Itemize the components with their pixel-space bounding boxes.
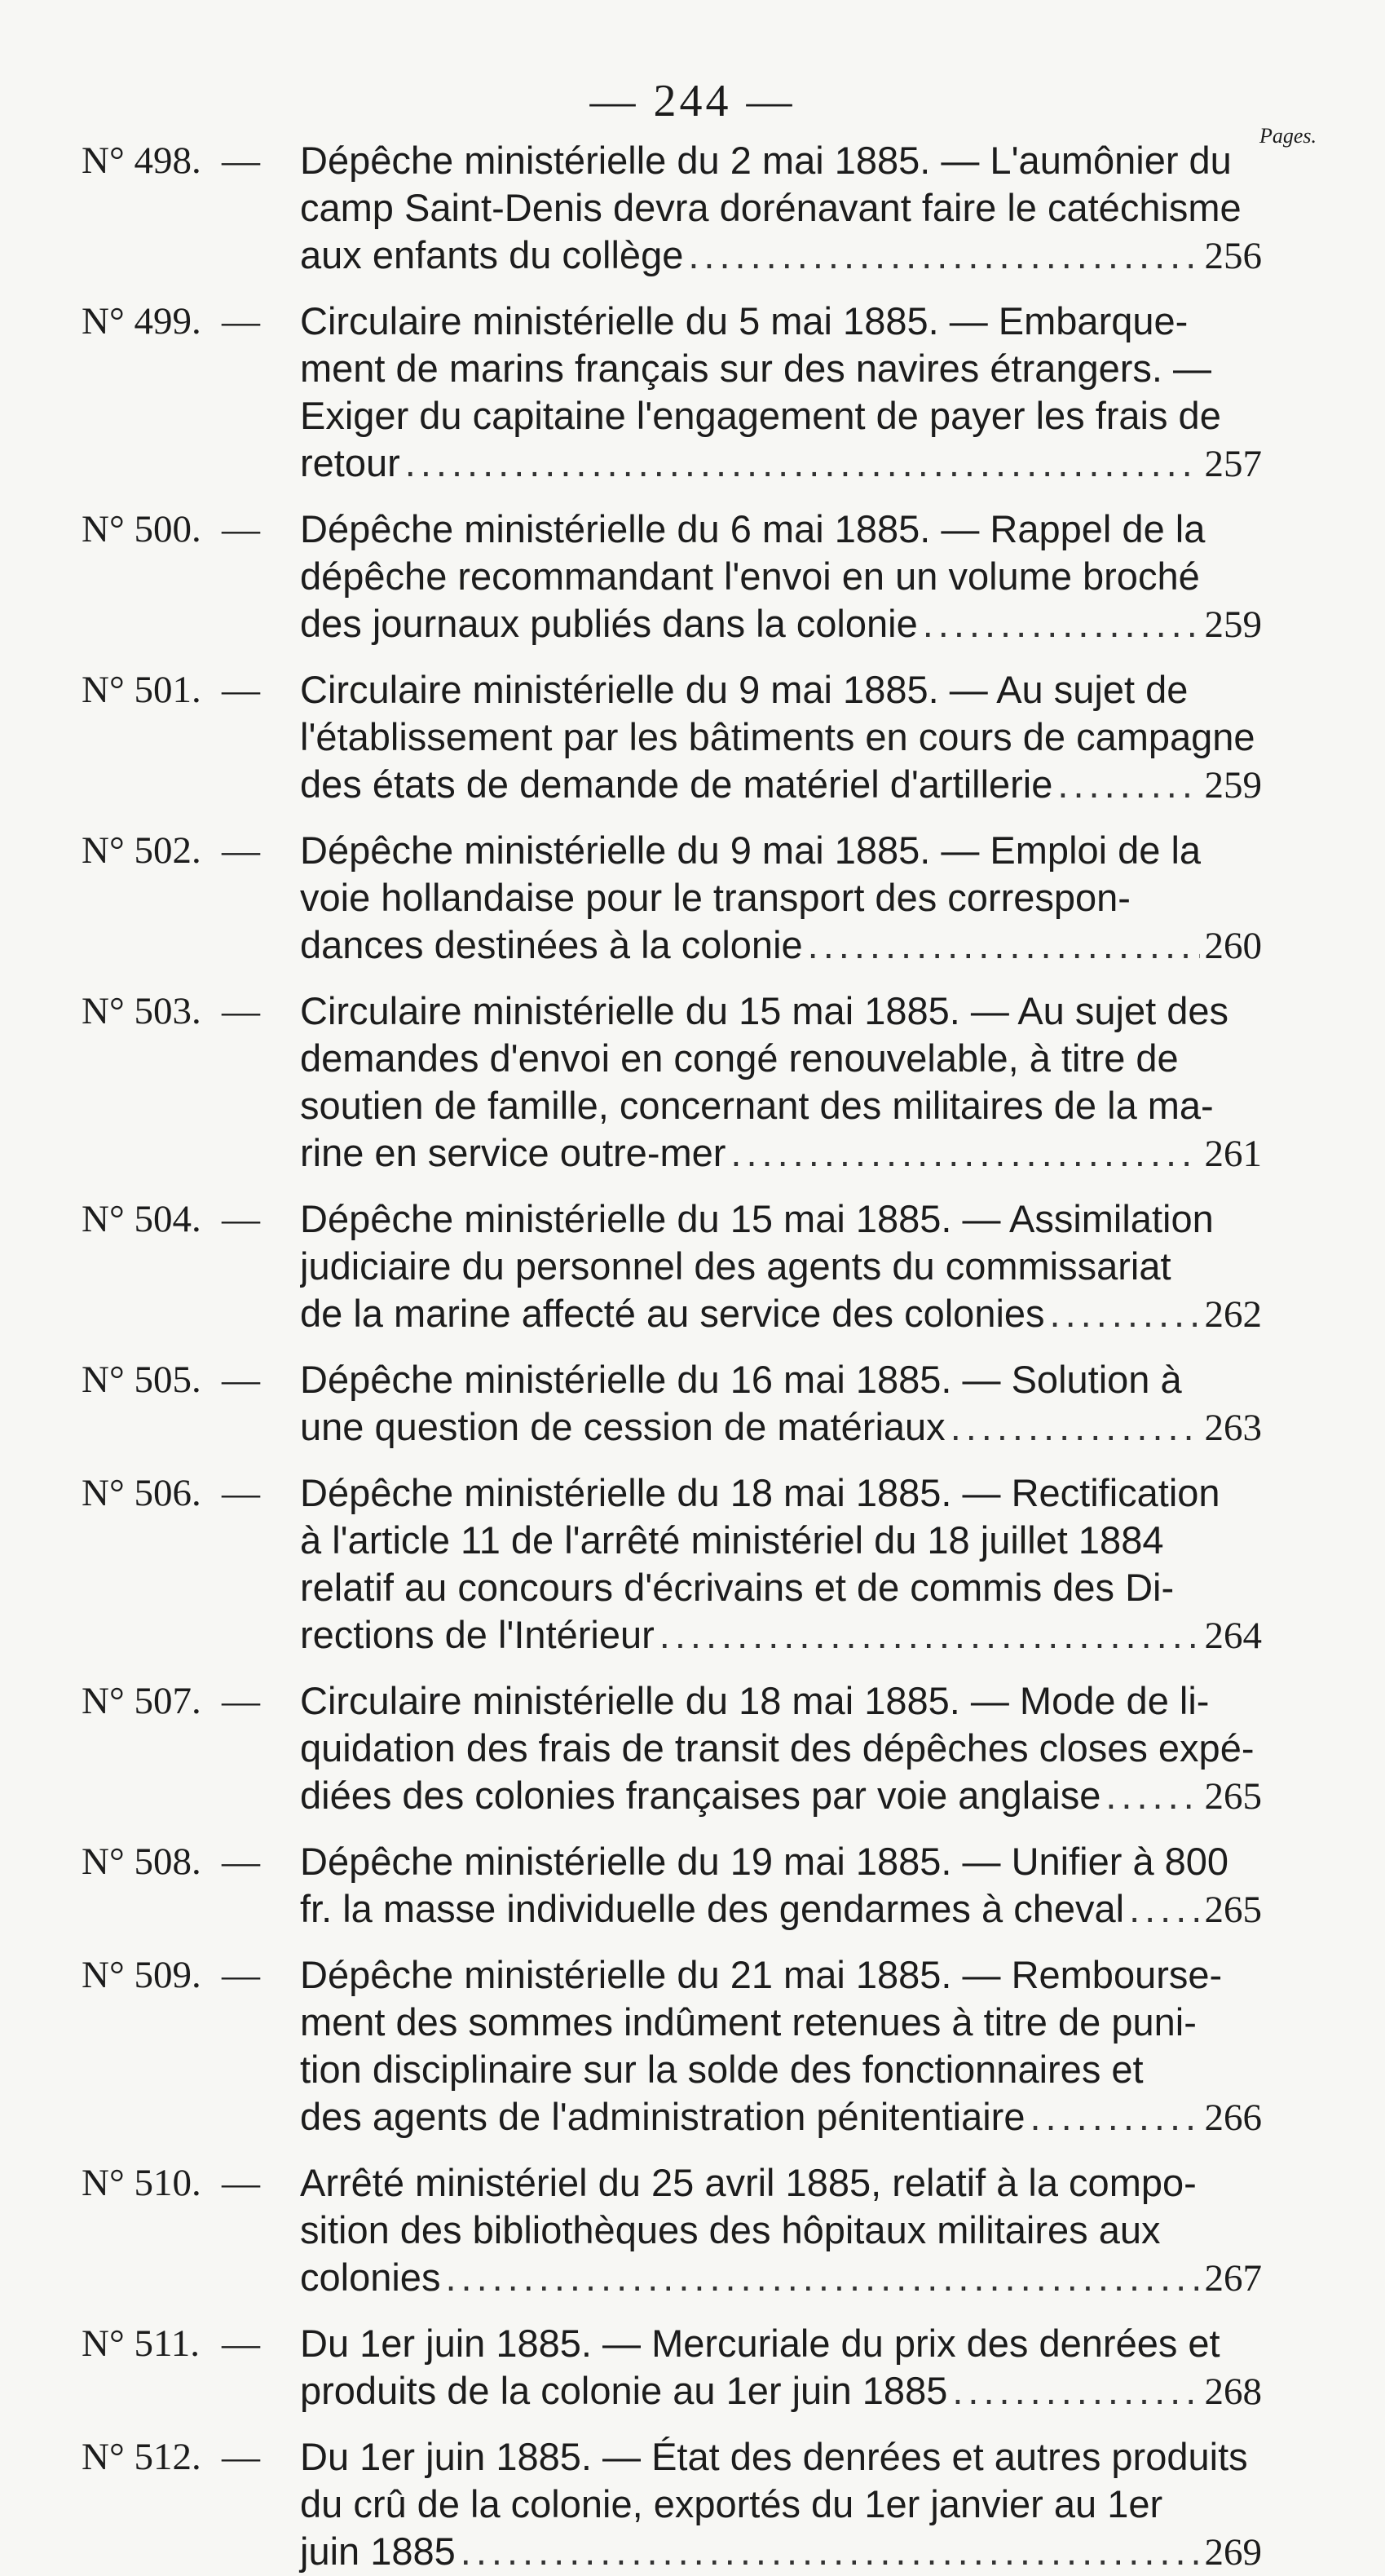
entry-dash: — (222, 2162, 260, 2204)
toc-entry (0, 1356, 1385, 1451)
entry-line: judiciaire du personnel des agents du commissariat (300, 1244, 1171, 1288)
entry-line: diées des colonies françaises par voie anglaise (300, 1774, 1101, 1817)
pages-column-label: Pages. (1259, 124, 1317, 148)
entry-spacer (0, 1451, 1385, 1469)
entry-spacer (0, 809, 1385, 827)
page-number: — 244 — (589, 76, 796, 126)
entry-last-line (300, 2093, 1262, 2141)
entry-last-line (300, 1129, 1262, 1178)
dot-leader (1030, 2093, 1199, 2141)
entry-dash: — (222, 1840, 260, 1883)
entry-number: N° 500. (82, 508, 201, 550)
entry-last-line (300, 1885, 1262, 1933)
entry-line: dances destinées à la colonie (300, 923, 803, 966)
entry-line: de la marine affecté au service des colonies (300, 1292, 1045, 1335)
dot-leader (730, 1129, 1199, 1177)
entry-line: Circulaire ministérielle du 15 mai 1885. — Au sujet des (300, 989, 1228, 1032)
entry-last-line (300, 2528, 1262, 2576)
entry-page-number: 264 (1204, 1615, 1262, 1657)
entry-description (300, 2433, 1262, 2576)
entry-description (300, 2159, 1262, 2302)
entry-description (300, 506, 1262, 648)
entry-dash: — (222, 139, 260, 182)
entry-dash: — (222, 990, 260, 1032)
entry-line: Circulaire ministérielle du 5 mai 1885. — Embarque- (300, 299, 1189, 342)
entry-spacer (0, 1820, 1385, 1838)
entry-spacer (0, 2141, 1385, 2159)
entry-page-number: 265 (1204, 1889, 1262, 1931)
toc-entry (0, 298, 1385, 488)
entry-line: Arrêté ministériel du 25 avril 1885, relatif à la compo- (300, 2161, 1197, 2204)
entry-dash: — (222, 1359, 260, 1401)
toc-entry (0, 666, 1385, 809)
entry-description (300, 666, 1262, 809)
entry-line: produits de la colonie au 1er juin 1885 (300, 2369, 948, 2412)
dot-leader (1129, 1885, 1199, 1933)
entry-page-number: 261 (1204, 1133, 1262, 1175)
entry-page-number: 263 (1204, 1407, 1262, 1449)
entry-line: Dépêche ministérielle du 21 mai 1885. — Rembourse- (300, 1953, 1223, 1996)
entry-description (300, 137, 1262, 280)
entry-line: Dépêche ministérielle du 19 mai 1885. — Unifier à 800 (300, 1840, 1229, 1883)
entry-page-number: 260 (1204, 925, 1262, 967)
toc-entry (0, 1677, 1385, 1820)
entry-description (300, 827, 1262, 970)
entry-description (300, 1469, 1262, 1659)
entry-last-line (300, 232, 1262, 280)
entry-line: des agents de l'administration pénitentiaire (300, 2095, 1026, 2138)
entry-line: Exiger du capitaine l'engagement de payer les frais de (300, 394, 1221, 437)
entry-page-number: 267 (1204, 2257, 1262, 2300)
toc-entry (0, 137, 1385, 280)
entry-line: ment de marins français sur des navires étrangers. — (300, 347, 1212, 390)
entry-page-number: 268 (1204, 2371, 1262, 2413)
entry-page-number: 259 (1204, 603, 1262, 646)
entry-last-line (300, 2254, 1262, 2302)
entry-line: juin 1885 (300, 2530, 456, 2573)
dot-leader (445, 2254, 1199, 2301)
entry-spacer (0, 2302, 1385, 2320)
entry-description (300, 2320, 1262, 2415)
entry-number: N° 508. (82, 1840, 201, 1883)
entry-line: retour (300, 441, 400, 484)
entry-description (300, 298, 1262, 488)
entry-line: tion disciplinaire sur la solde des fonctionnaires et (300, 2048, 1144, 2091)
entry-dash: — (222, 2436, 260, 2478)
entry-line: sition des bibliothèques des hôpitaux militaires aux (300, 2208, 1161, 2251)
entry-line: Du 1er juin 1885. — Mercuriale du prix des denrées et (300, 2322, 1220, 2365)
entry-number: N° 509. (82, 1954, 201, 1996)
toc-entry (0, 988, 1385, 1178)
entry-number: N° 504. (82, 1198, 201, 1240)
entry-spacer (0, 648, 1385, 666)
dot-leader (808, 921, 1200, 969)
entry-line: à l'article 11 de l'arrêté ministériel du 18 juillet 1884 (300, 1518, 1164, 1562)
toc-entry (0, 2159, 1385, 2302)
entry-number: N° 501. (82, 669, 201, 711)
dot-leader (923, 600, 1200, 647)
entry-last-line (300, 440, 1262, 488)
entry-line: camp Saint-Denis devra dorénavant faire le catéchisme (300, 186, 1242, 229)
entry-line: quidation des frais de transit des dépêches closes expé- (300, 1726, 1255, 1770)
entry-line: Circulaire ministérielle du 9 mai 1885. — Au sujet de (300, 668, 1189, 711)
entry-spacer (0, 970, 1385, 988)
entry-number: N° 510. (82, 2162, 201, 2204)
entry-line: dépêche recommandant l'envoi en un volume broché (300, 555, 1200, 598)
table-of-contents (0, 137, 1385, 2576)
entry-page-number: 257 (1204, 443, 1262, 485)
entry-dash: — (222, 1472, 260, 1514)
entry-number: N° 505. (82, 1359, 201, 1401)
dot-leader (405, 440, 1200, 487)
entry-spacer (0, 1659, 1385, 1677)
entry-last-line (300, 1290, 1262, 1338)
entry-dash: — (222, 829, 260, 872)
toc-entry (0, 1195, 1385, 1338)
toc-entry (0, 1838, 1385, 1933)
entry-number: N° 512. (82, 2436, 201, 2478)
entry-dash: — (222, 300, 260, 342)
entry-page-number: 269 (1204, 2531, 1262, 2574)
entry-description (300, 1356, 1262, 1451)
entry-line: des états de demande de matériel d'artillerie (300, 762, 1053, 806)
entry-number: N° 511. (82, 2322, 200, 2365)
entry-description (300, 988, 1262, 1178)
entry-line: soutien de famille, concernant des militaires de la ma- (300, 1084, 1214, 1127)
entry-spacer (0, 1338, 1385, 1356)
entry-last-line (300, 2367, 1262, 2415)
entry-page-number: 259 (1204, 764, 1262, 806)
entry-page-number: 256 (1204, 235, 1262, 277)
entry-line: Dépêche ministérielle du 2 mai 1885. — L'aumônier du (300, 139, 1232, 182)
dot-leader (688, 232, 1199, 279)
entry-spacer (0, 1178, 1385, 1195)
dot-leader (1050, 1290, 1200, 1337)
entry-page-number: 266 (1204, 2097, 1262, 2139)
entry-line: Circulaire ministérielle du 18 mai 1885. — Mode de li- (300, 1679, 1210, 1722)
entry-spacer (0, 2415, 1385, 2433)
entry-last-line (300, 1772, 1262, 1820)
entry-line: ment des sommes indûment retenues à titre de puni- (300, 2000, 1197, 2044)
entry-page-number: 265 (1204, 1775, 1262, 1818)
toc-entry (0, 1951, 1385, 2141)
toc-entry (0, 827, 1385, 970)
entry-line: rections de l'Intérieur (300, 1613, 655, 1656)
entry-line: l'établissement par les bâtiments en cours de campagne (300, 715, 1255, 758)
entry-last-line (300, 1611, 1262, 1659)
entry-number: N° 503. (82, 990, 201, 1032)
toc-entry (0, 1469, 1385, 1659)
dot-leader (952, 2367, 1199, 2415)
entry-number: N° 506. (82, 1472, 201, 1514)
entry-line: Dépêche ministérielle du 9 mai 1885. — Emploi de la (300, 828, 1202, 872)
entry-page-number: 262 (1204, 1293, 1262, 1336)
entry-dash: — (222, 1680, 260, 1722)
entry-dash: — (222, 508, 260, 550)
dot-leader (1057, 761, 1199, 808)
entry-line: des journaux publiés dans la colonie (300, 602, 918, 645)
entry-line: fr. la masse individuelle des gendarmes à cheval (300, 1887, 1125, 1930)
entry-dash: — (222, 1198, 260, 1240)
entry-line: relatif au concours d'écrivains et de commis des Di- (300, 1566, 1175, 1609)
entry-dash: — (222, 2322, 260, 2365)
entry-last-line (300, 761, 1262, 809)
dot-leader (951, 1403, 1200, 1451)
entry-number: N° 498. (82, 139, 201, 182)
entry-description (300, 1195, 1262, 1338)
entry-number: N° 507. (82, 1680, 201, 1722)
entry-line: Dépêche ministérielle du 6 mai 1885. — Rappel de la (300, 507, 1206, 550)
entry-number: N° 502. (82, 829, 201, 872)
entry-number: N° 499. (82, 300, 201, 342)
entry-dash: — (222, 1954, 260, 1996)
entry-line: du crû de la colonie, exportés du 1er janvier au 1er (300, 2482, 1163, 2525)
entry-spacer (0, 280, 1385, 298)
entry-line: aux enfants du collège (300, 233, 684, 276)
entry-last-line (300, 921, 1262, 970)
entry-spacer (0, 488, 1385, 506)
entry-spacer (0, 1933, 1385, 1951)
entry-description (300, 1951, 1262, 2141)
toc-entry (0, 2433, 1385, 2576)
dot-leader (461, 2528, 1200, 2575)
entry-line: voie hollandaise pour le transport des correspon- (300, 876, 1131, 919)
entry-line: Dépêche ministérielle du 16 mai 1885. — Solution à (300, 1358, 1182, 1401)
entry-line: Du 1er juin 1885. — État des denrées et autres produits (300, 2435, 1248, 2478)
dot-leader (1105, 1772, 1199, 1819)
dot-leader (659, 1611, 1200, 1659)
entry-dash: — (222, 669, 260, 711)
entry-last-line (300, 600, 1262, 648)
toc-entry (0, 506, 1385, 648)
entry-line: Dépêche ministérielle du 18 mai 1885. — Rectification (300, 1471, 1220, 1514)
entry-line: rine en service outre-mer (300, 1131, 726, 1174)
entry-description (300, 1838, 1262, 1933)
entry-description (300, 1677, 1262, 1820)
entry-line: une question de cession de matériaux (300, 1405, 946, 1448)
toc-entry (0, 2320, 1385, 2415)
entry-line: demandes d'envoi en congé renouvelable, à titre de (300, 1036, 1179, 1080)
entry-line: Dépêche ministérielle du 15 mai 1885. — Assimilation (300, 1197, 1214, 1240)
entry-line: colonies (300, 2256, 441, 2299)
entry-last-line (300, 1403, 1262, 1451)
